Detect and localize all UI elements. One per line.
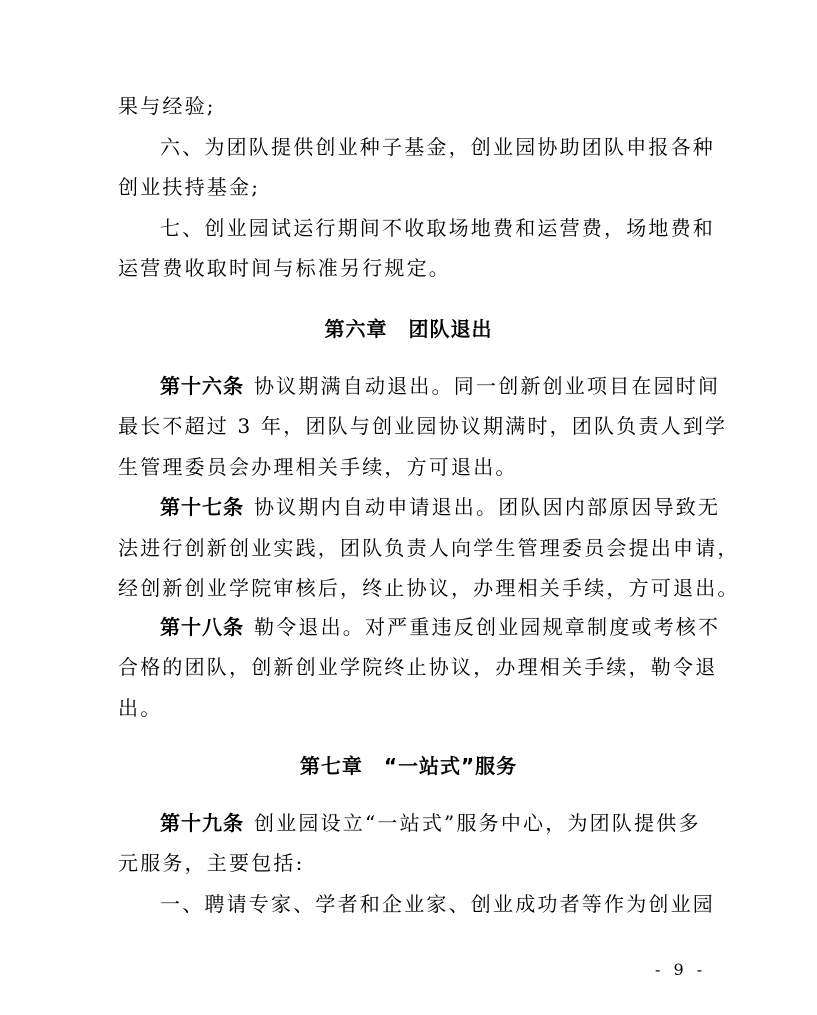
article-18-line-2: 合格的团队，创新创业学院终止协议，办理相关手续，勒令退	[118, 655, 718, 679]
article-16-line-1	[160, 366, 721, 406]
article-19-line-3: 一、聘请专家、学者和企业家、创业成功者等作为创业园	[160, 892, 715, 916]
article-18-text: 勒令退出。对严重违反创业园规章制度或考核不	[254, 615, 721, 639]
article-16-label: 第十六条	[160, 374, 244, 398]
article-18-line-3: 出。	[118, 696, 163, 720]
article-19-text: 创业园设立“一站式”服务中心，为团队提供多	[254, 811, 701, 835]
text-line: 果与经验;	[118, 94, 216, 118]
text-line: 创业扶持基金;	[118, 175, 261, 199]
article-16-line-2: 最长不超过 3 年，团队与创业园协议期满时，团队负责人到学	[118, 414, 728, 438]
article-17-line-2: 法进行创新创业实践，团队负责人向学生管理委员会提出申请，	[118, 536, 740, 560]
article-17-label: 第十七条	[160, 495, 244, 519]
article-18-label: 第十八条	[160, 615, 244, 639]
list-item-six: 六、为团队提供创业种子基金，创业园协助团队申报各种	[160, 135, 715, 159]
text-line: 运营费收取时间与标准另行规定。	[118, 256, 451, 280]
chapter-seven-heading: 第七章 “一站式”服务	[299, 754, 518, 778]
article-16-text: 协议期满自动退出。同一创新创业项目在园时间	[254, 374, 721, 398]
article-19-label: 第十九条	[160, 811, 244, 835]
article-19-line-1	[160, 803, 700, 843]
article-17-line-3: 经创新创业学院审核后，终止协议，办理相关手续，方可退出。	[118, 576, 740, 600]
article-18-line-1	[160, 607, 721, 647]
article-17-text: 协议期内自动申请退出。团队因内部原因导致无	[254, 495, 721, 519]
article-16-line-3: 生管理委员会办理相关手续，方可退出。	[118, 455, 518, 479]
list-item-seven: 七、创业园试运行期间不收取场地费和运营费，场地费和	[160, 216, 715, 240]
page-number: - 9 -	[655, 960, 707, 979]
chapter-six-heading: 第六章 团队退出	[324, 317, 493, 341]
article-17-line-1	[160, 487, 721, 527]
article-19-line-2: 元服务，主要包括:	[118, 851, 305, 875]
